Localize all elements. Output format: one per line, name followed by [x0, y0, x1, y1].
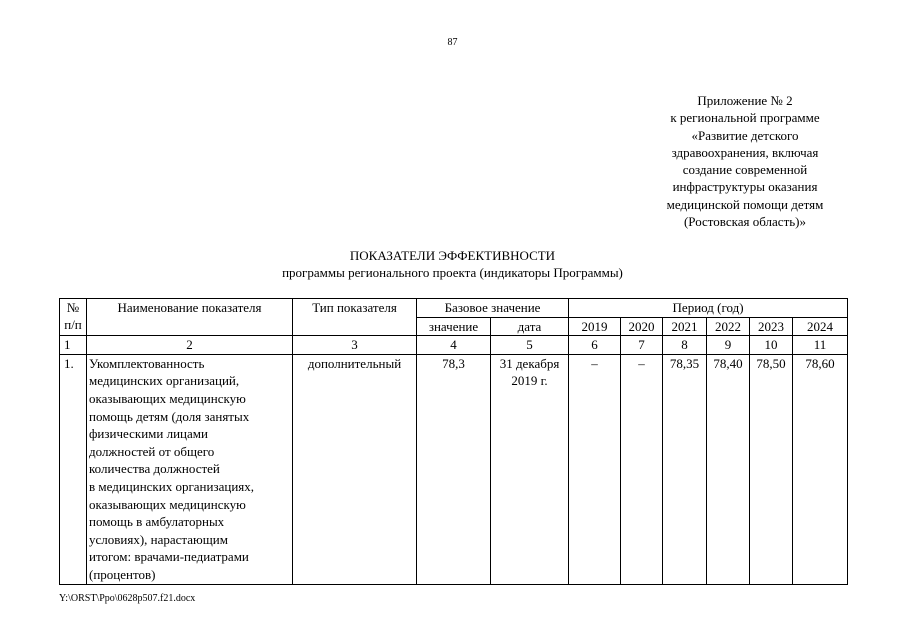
- appendix-line: Приложение № 2: [697, 93, 793, 108]
- indicators-table: [59, 298, 848, 585]
- column-number: 9: [707, 336, 750, 355]
- header-year: 2020: [621, 317, 663, 336]
- header-base: Базовое значение: [417, 299, 569, 318]
- indicator-name-line: помощь в амбулаторных: [89, 514, 225, 530]
- year-value-2020: –: [621, 354, 663, 584]
- indicator-name-line: итогом: врачами-педиатрами: [89, 549, 249, 565]
- column-number: 6: [569, 336, 621, 355]
- appendix-line: (Ростовская область)»: [683, 214, 807, 230]
- column-number: 10: [750, 336, 793, 355]
- indicator-name-line: помощь детям (доля занятых: [89, 408, 250, 424]
- header-year: 2022: [707, 317, 750, 336]
- indicator-name-line: количества должностей: [89, 461, 220, 477]
- header-year: 2019: [569, 317, 621, 336]
- column-number-row: [60, 336, 848, 355]
- indicator-name-line: должностей от общего: [89, 443, 215, 459]
- year-value-2023: 78,50: [750, 354, 793, 584]
- indicator-name-line: оказывающих медицинскую: [89, 496, 246, 512]
- appendix-line: здравоохранения, включая: [671, 144, 819, 160]
- appendix-line: «Развитие детского: [691, 127, 799, 143]
- indicator-name-line: медицинских организаций,: [89, 373, 240, 389]
- header-num: № п/п: [60, 299, 87, 336]
- column-number: 11: [793, 336, 848, 355]
- column-number: 5: [491, 336, 569, 355]
- indicator-name-line: условиях), нарастающим: [89, 531, 228, 547]
- indicator-name-line: (процентов): [89, 566, 156, 582]
- header-type: Тип показателя: [293, 299, 417, 336]
- header-period: Период (год): [569, 299, 848, 318]
- appendix-line: к региональной программе: [670, 110, 820, 126]
- page-number: 87: [447, 37, 458, 48]
- indicator-type: дополнительный: [293, 354, 417, 584]
- indicator-name-line: физическими лицами: [89, 426, 208, 442]
- base-value: 78,3: [417, 354, 491, 584]
- column-number: 1: [60, 336, 87, 355]
- year-value-2022: 78,40: [707, 354, 750, 584]
- year-value-2019: –: [569, 354, 621, 584]
- indicator-name-line: в медицинских организациях,: [89, 478, 255, 494]
- indicator-name-line: Укомплектованность: [89, 355, 205, 371]
- header-name: Наименование показателя: [87, 299, 293, 336]
- file-path-footer: Y:\ORST\Ppo\0628p507.f21.docx: [59, 593, 196, 604]
- year-value-2024: 78,60: [793, 354, 848, 584]
- header-base-date: дата: [491, 317, 569, 336]
- year-value-2021: 78,35: [663, 354, 707, 584]
- header-row-top: [60, 299, 848, 318]
- appendix-line: создание современной: [682, 162, 808, 178]
- appendix-block: [640, 92, 850, 230]
- header-base-value: значение: [417, 317, 491, 336]
- base-date: 31 декабря 2019 г.: [491, 354, 569, 584]
- header-year: 2024: [793, 317, 848, 336]
- appendix-line: инфраструктуры оказания: [672, 179, 818, 195]
- document-subtitle: программы регионального проекта (индикаторы Программы): [282, 265, 623, 280]
- column-number: 7: [621, 336, 663, 355]
- indicator-name-line: оказывающих медицинскую: [89, 390, 246, 406]
- header-year: 2021: [663, 317, 707, 336]
- table-row: [60, 354, 848, 584]
- column-number: 3: [293, 336, 417, 355]
- indicator-name: [87, 354, 293, 584]
- document-title: ПОКАЗАТЕЛИ ЭФФЕКТИВНОСТИ: [349, 248, 556, 263]
- column-number: 8: [663, 336, 707, 355]
- header-year: 2023: [750, 317, 793, 336]
- appendix-line: медицинской помощи детям: [666, 196, 824, 212]
- row-number: 1.: [60, 354, 87, 584]
- column-number: 2: [87, 336, 293, 355]
- column-number: 4: [417, 336, 491, 355]
